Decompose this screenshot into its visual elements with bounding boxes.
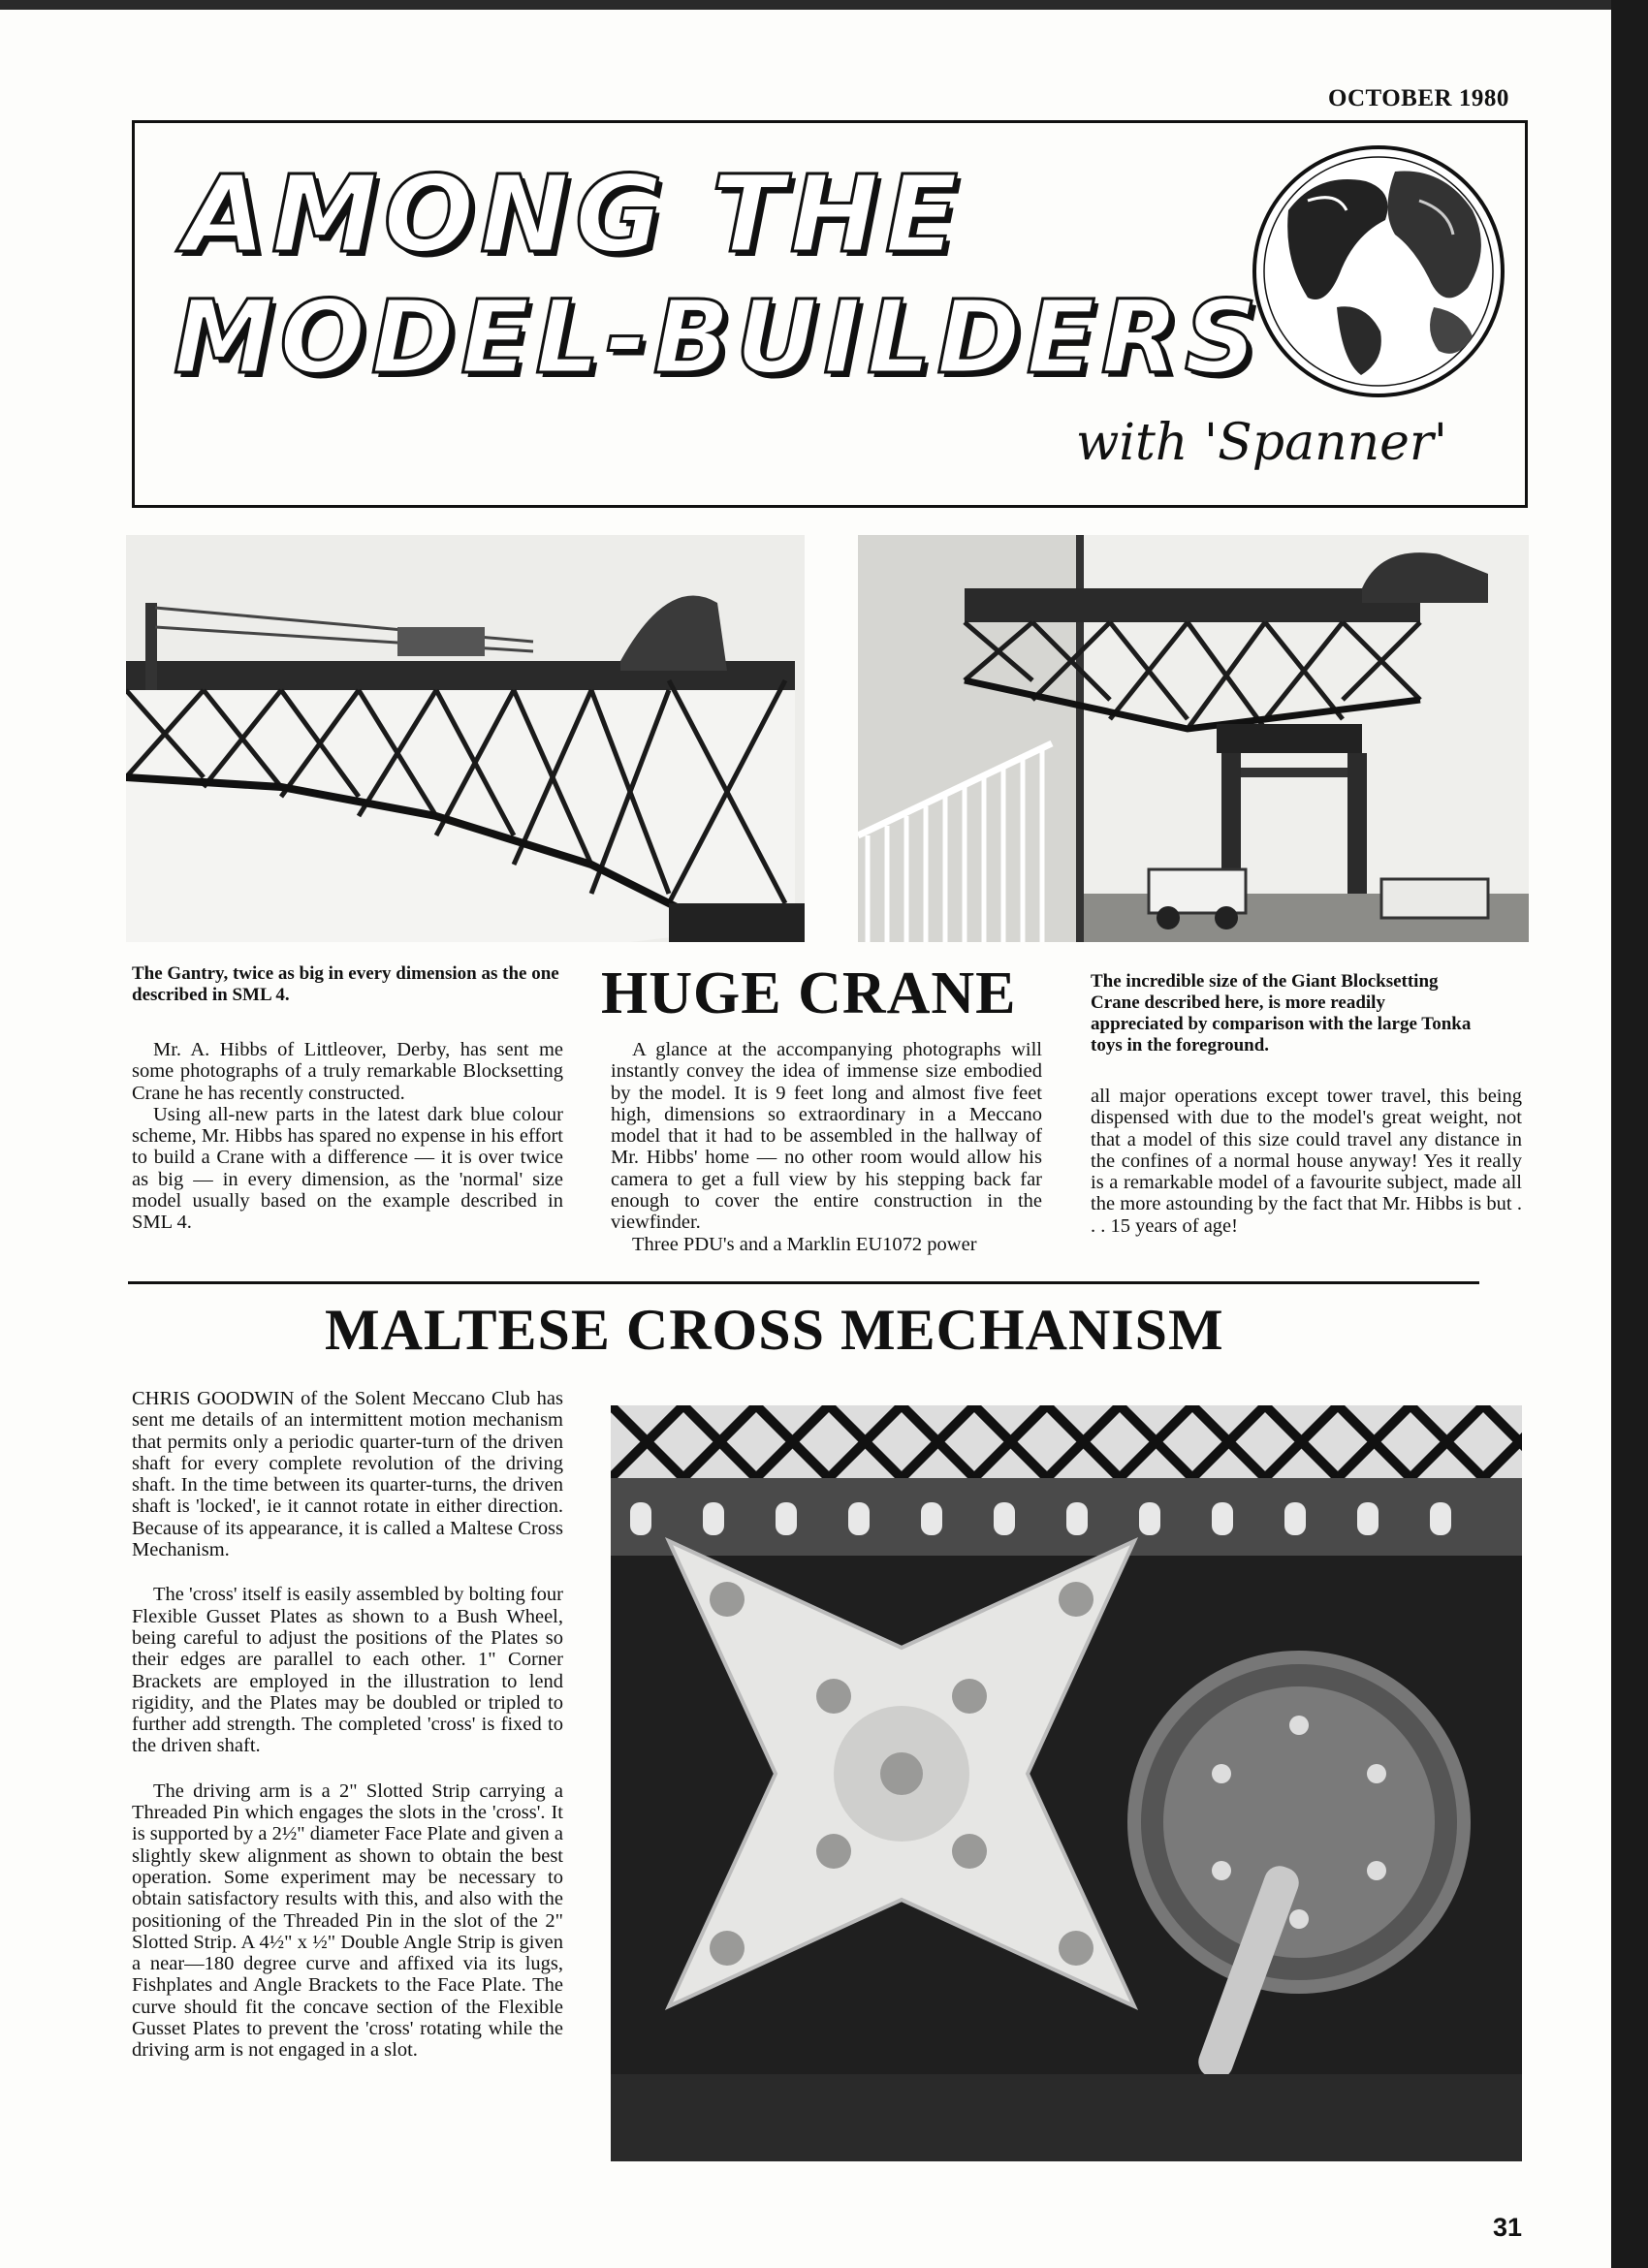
crane-column-3 <box>1091 1086 1522 1254</box>
crane-headline: HUGE CRANE <box>601 961 1017 1026</box>
column-header-box <box>132 120 1528 508</box>
byline: with 'Spanner' <box>1075 414 1447 472</box>
crane-caption-right: The incredible size of the Giant Blocksetting Crane described here, is more readily appreciated by comparison with the large Tonka toys in the foreground. <box>1091 971 1472 1055</box>
scan-edge-top <box>0 0 1648 10</box>
maltese-paragraph: CHRIS GOODWIN of the Solent Meccano Club has sent me details of an intermittent motion mechanism that permits only a periodic quarter-turn of the driven shaft for every complete revolution of the driving shaft. In the time between its quarter-turns, the driven shaft is 'locked', ie it cannot rotate in either direction. Because of its appearance, it is called a Maltese Cross Mechanism. <box>132 1388 563 1561</box>
crane-col3-paragraph: all major operations except tower travel, this being dispensed with due to the model's great weight, not that a model of this size could travel any distance in the confines of a normal house anyway! Yes it really is a remarkable model of a favourite subject, made all the more astounding by the fact that Mr. Hibbs is but . . . 15 years of age! <box>1091 1086 1522 1237</box>
maltese-headline: MALTESE CROSS MECHANISM <box>325 1298 1224 1362</box>
crane-col1-paragraph: Mr. A. Hibbs of Littleover, Derby, has sent me some photographs of a truly remarkable Blocksetting Crane he has recently constructed. <box>132 1039 563 1104</box>
crane-column-2 <box>611 1039 1042 1273</box>
title-line-1: AMONG THE <box>183 152 964 276</box>
crane-col1-paragraph: Using all-new parts in the latest dark blue colour scheme, Mr. Hibbs has spared no expense in his effort to build a Crane with a difference — it is over twice as big — in every dimension, as the 'normal' size model usually based on the example described in SML 4. <box>132 1103 563 1234</box>
crane-caption-left: The Gantry, twice as big in every dimension as the one described in SML 4. <box>132 963 559 1005</box>
maltese-paragraph: The driving arm is a 2" Slotted Strip carrying a Threaded Pin which engages the slots in the 'cross'. It is supported by a 2½" diameter Face Plate and given a slightly skew alignment as shown to obtain the best operation. Some experiment may be necessary to obtain satisfactory results with this, and also with the positioning of the Threaded Pin in the slot of the 2" Slotted Strip. A 4½" x ½" Double Angle Strip is given a near—180 degree curve and affixed via its lugs, Fishplates and Angle Brackets to the Face Plate. The curve should fit the concave section of the Flexible Gusset Plates to prevent the 'cross' rotating while the driving arm is not engaged in a slot. <box>132 1780 564 2062</box>
section-divider <box>128 1281 1479 1284</box>
maltese-cross-photo <box>611 1405 1522 2161</box>
crane-gantry-photo <box>126 535 805 942</box>
crane-col2-paragraph: A glance at the accompanying photographs will instantly convey the idea of immense size embodied by the model. It is 9 feet long and almost five feet high, dimensions so extraordinary in a Meccano model that it had to be assembled in the hallway of Mr. Hibbs' home — no other room would allow his camera to get a full view by his stepping back far enough to cover the entire construction in the viewfinder. <box>611 1039 1042 1234</box>
title-line-2: MODEL-BUILDERS <box>174 278 1263 396</box>
globe-icon <box>1250 142 1507 400</box>
issue-date: OCTOBER 1980 <box>1328 85 1509 111</box>
maltese-column <box>132 1388 563 2079</box>
maltese-paragraph: The 'cross' itself is easily assembled by bolting four Flexible Gusset Plates as shown to a Bush Wheel, being careful to adjust the positions of the Plates so their edges are parallel to each other. 1" Corner Brackets are employed in the illustration to lend rigidity, and the Plates may be doubled or tripled to further add strength. The completed 'cross' is fixed to the driven shaft. <box>132 1584 564 1757</box>
page-number: 31 <box>1493 2213 1523 2242</box>
scan-edge-right <box>1611 0 1648 2268</box>
crane-hallway-photo <box>858 535 1529 942</box>
crane-col2-paragraph: Three PDU's and a Marklin EU1072 power <box>632 1233 977 1255</box>
crane-column-1 <box>132 1039 563 1251</box>
